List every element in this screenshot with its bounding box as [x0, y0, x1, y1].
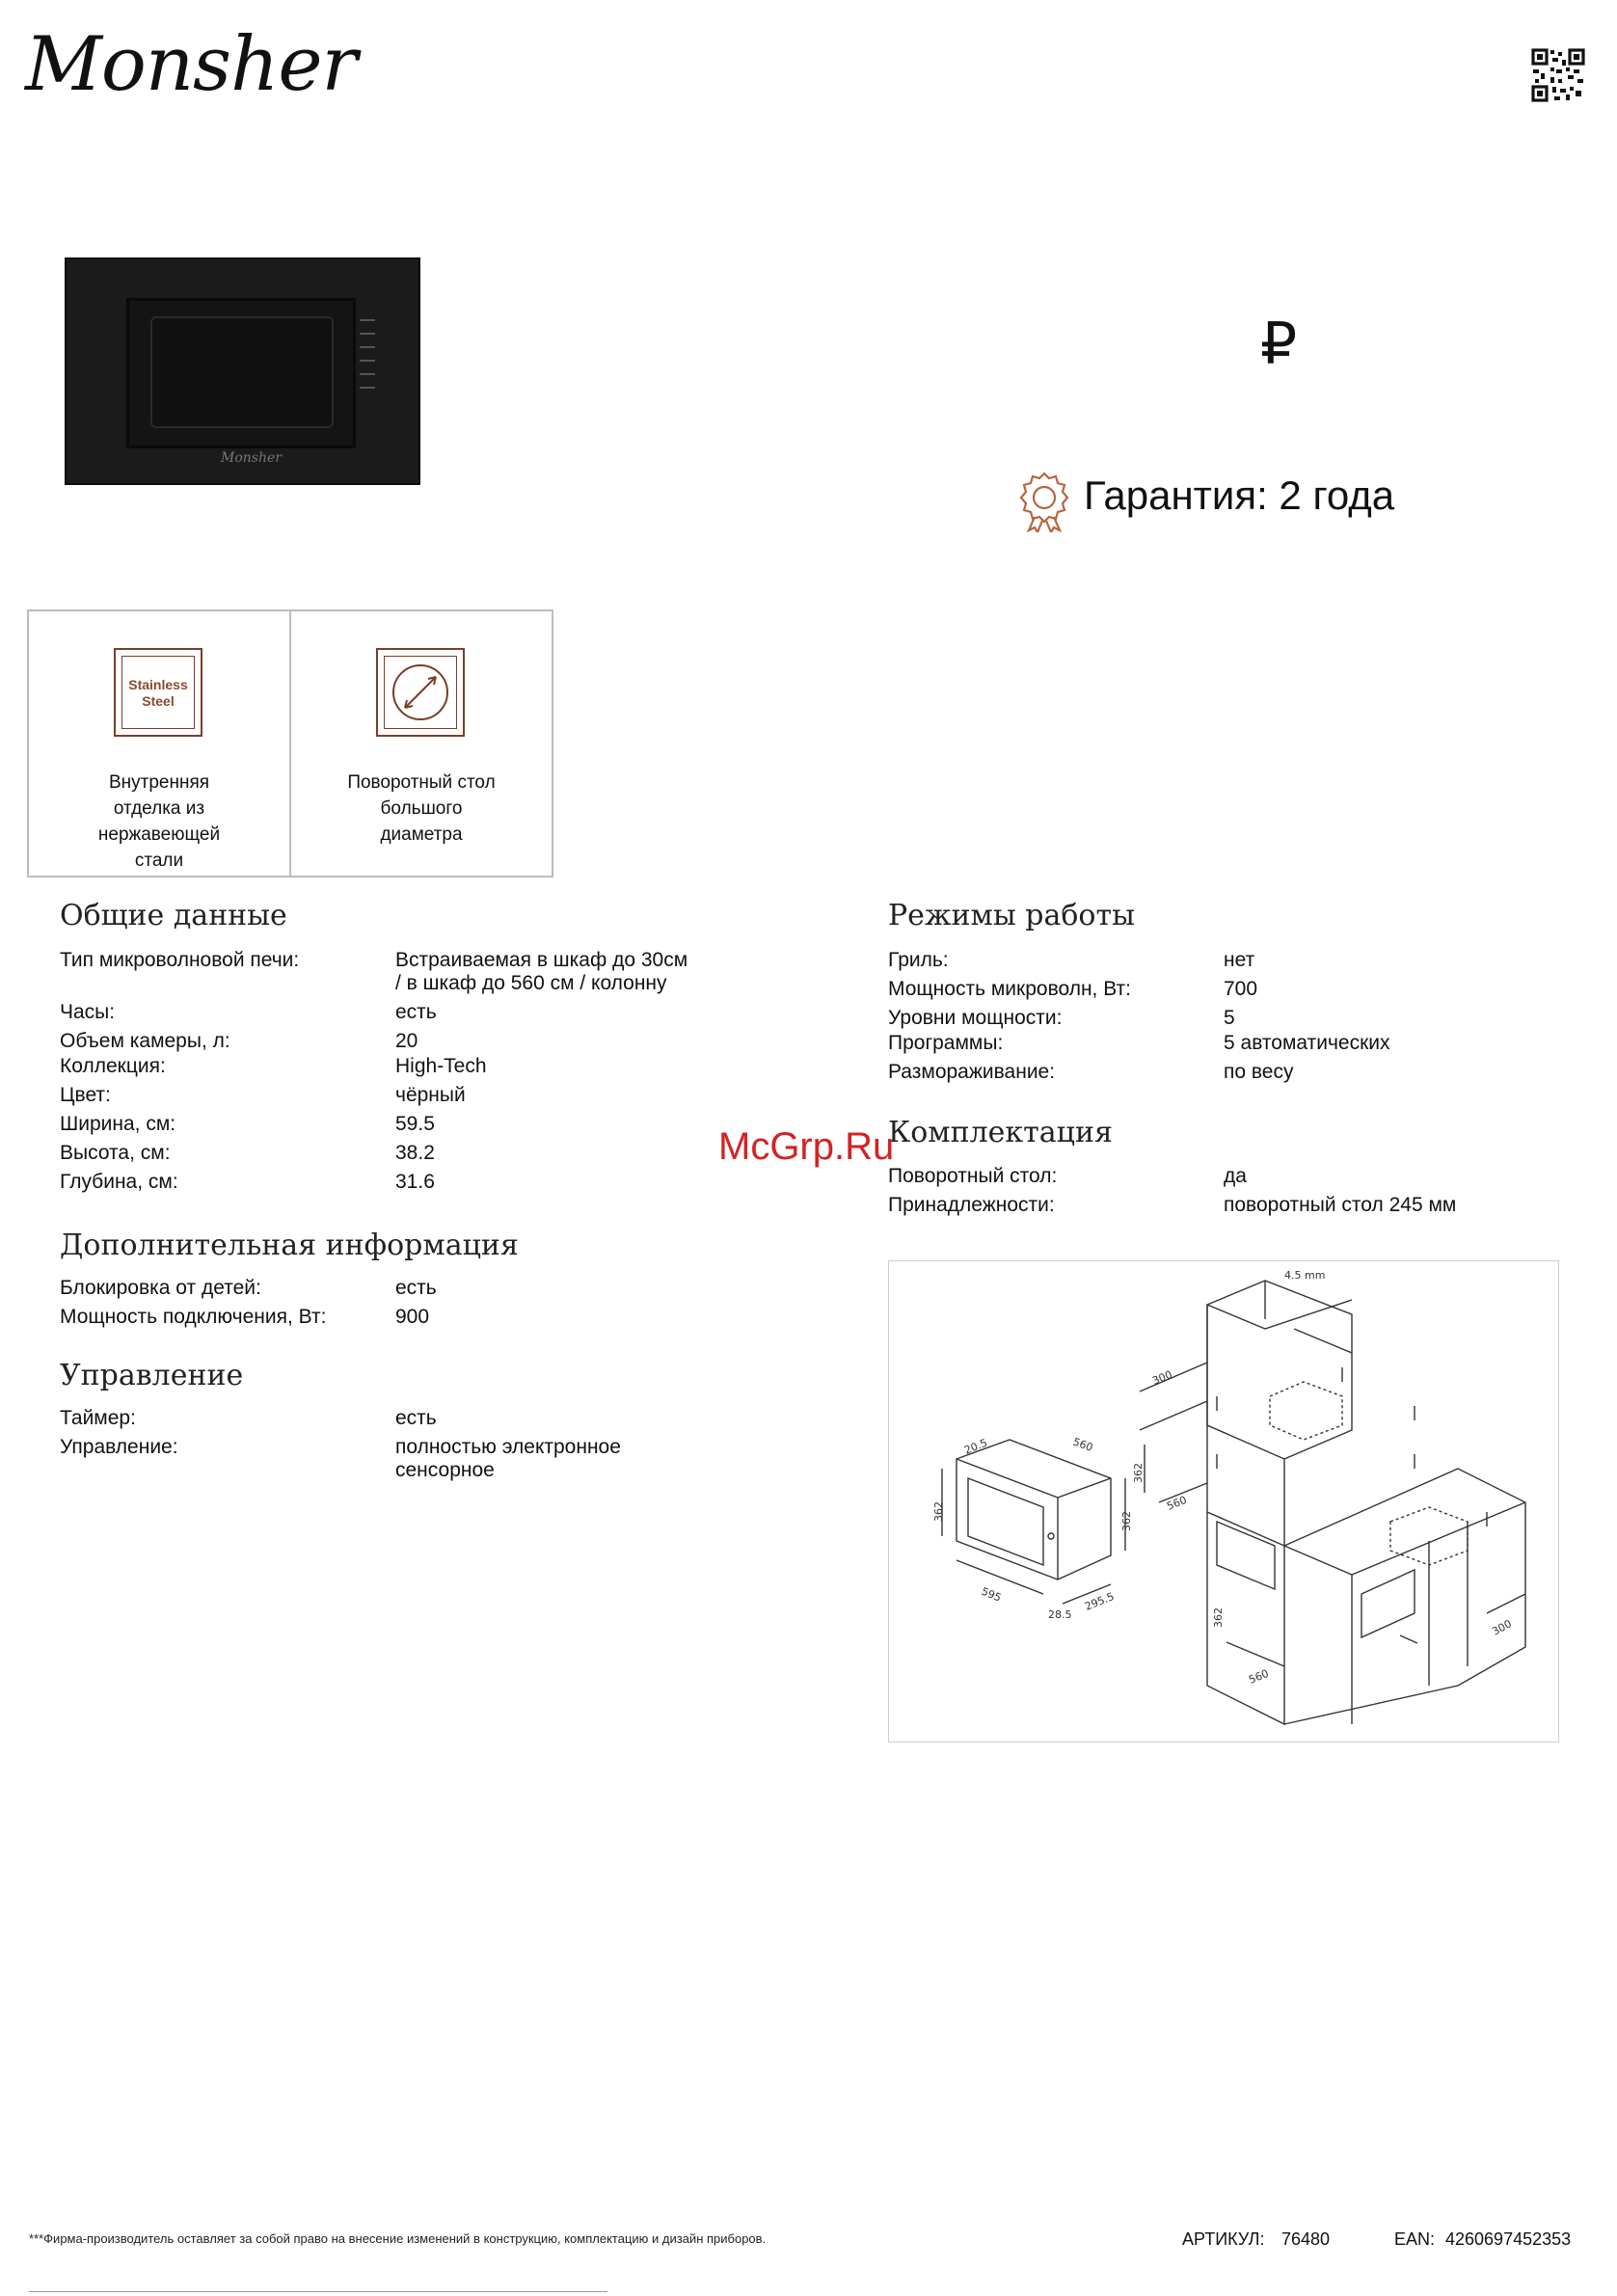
spec-key: Таймер:: [60, 1407, 136, 1429]
spec-value: Встраиваемая в шкаф до 30см: [395, 949, 688, 971]
spec-value: 20: [395, 1030, 418, 1052]
spec-value: по весу: [1224, 1061, 1294, 1083]
microwave-door: [126, 298, 356, 448]
spec-key: Блокировка от детей:: [60, 1277, 261, 1299]
qr-code-icon: [1531, 48, 1585, 102]
spec-value: / в шкаф до 560 см / колонну: [395, 972, 667, 994]
dimension-label: 362: [1132, 1463, 1145, 1483]
dimension-label: 4.5 mm: [1284, 1269, 1326, 1282]
spec-key: Гриль:: [888, 949, 949, 971]
dimension-label: 300: [1150, 1367, 1174, 1388]
dimension-label: 362: [1212, 1607, 1225, 1628]
feature-label: Поворотный стол большого диаметра: [347, 772, 496, 845]
spec-key: Глубина, см:: [60, 1171, 178, 1193]
section-title-extra: Дополнительная информация: [60, 1229, 519, 1262]
section-title-modes: Режимы работы: [888, 899, 1135, 932]
spec-value: да: [1224, 1165, 1247, 1187]
spec-value: есть: [395, 1407, 437, 1429]
spec-value: 31.6: [395, 1171, 435, 1193]
article-label: АРТИКУЛ:: [1182, 2229, 1265, 2249]
price-currency: ₽: [1260, 311, 1298, 378]
spec-key: Тип микроволновой печи:: [60, 949, 300, 971]
spec-value: есть: [395, 1001, 437, 1023]
spec-value: 38.2: [395, 1142, 435, 1164]
dimension-label: 362: [932, 1501, 945, 1522]
spec-key: Уровни мощности:: [888, 1007, 1063, 1029]
spec-value: поворотный стол 245 мм: [1224, 1194, 1457, 1216]
stainless-steel-icon: Stainless Steel: [114, 648, 202, 737]
turntable-diameter-icon: [376, 648, 465, 737]
section-title-kit: Комплектация: [888, 1116, 1113, 1149]
dimension-label: 595: [979, 1584, 1004, 1605]
product-brand-mark: Monsher: [221, 450, 282, 466]
feature-turntable: [289, 611, 552, 876]
dimension-label: 300: [1490, 1617, 1514, 1638]
control-panel: [348, 308, 387, 433]
spec-key: Коллекция:: [60, 1055, 166, 1077]
microwave-window: [150, 316, 334, 428]
spec-key: Высота, см:: [60, 1142, 171, 1164]
spec-value: 5 автоматических: [1224, 1032, 1390, 1054]
section-title-control: Управление: [60, 1359, 244, 1392]
spec-key: Управление:: [60, 1436, 178, 1458]
spec-value: 5: [1224, 1007, 1235, 1029]
dimension-label: 28.5: [1048, 1608, 1072, 1621]
warranty-badge-icon: [1017, 471, 1071, 532]
product-image: [65, 257, 420, 485]
dimension-label: 295.5: [1083, 1589, 1117, 1613]
spec-key: Мощность микроволн, Вт:: [888, 978, 1131, 1000]
watermark: McGrp.Ru: [718, 1125, 895, 1168]
dimension-label: 20.5: [962, 1436, 989, 1457]
spec-value: сенсорное: [395, 1459, 495, 1481]
spec-key: Принадлежности:: [888, 1194, 1055, 1216]
article-number: 76480: [1281, 2229, 1331, 2249]
section-title-general: Общие данные: [60, 899, 287, 932]
divider: [29, 2291, 607, 2292]
ean-number: 4260697452353: [1445, 2229, 1572, 2249]
spec-key: Часы:: [60, 1001, 116, 1023]
disclaimer: ***Фирма-производитель оставляет за собой право на внесение изменений в конструкцию, комплектацию и дизайн приборов.: [29, 2231, 767, 2246]
feature-boxes: [27, 609, 553, 878]
spec-key: Объем камеры, л:: [60, 1030, 230, 1052]
spec-key: Размораживание:: [888, 1061, 1056, 1083]
spec-value: 700: [1224, 978, 1258, 1000]
feature-stainless-steel: [29, 611, 289, 876]
spec-key: Ширина, см:: [60, 1113, 176, 1135]
spec-value: есть: [395, 1277, 437, 1299]
dimension-label: 362: [1120, 1511, 1133, 1531]
ean-label: EAN:: [1394, 2229, 1436, 2249]
dimension-label: 560: [1247, 1666, 1271, 1687]
spec-value: 900: [395, 1306, 430, 1328]
spec-key: Цвет:: [60, 1084, 111, 1106]
spec-value: нет: [1224, 949, 1255, 971]
spec-value: полностью электронное: [395, 1436, 621, 1458]
spec-key: Поворотный стол:: [888, 1165, 1058, 1187]
spec-key: Мощность подключения, Вт:: [60, 1306, 327, 1328]
spec-value: чёрный: [395, 1084, 466, 1106]
installation-drawing: [888, 1260, 1559, 1742]
dimension-label: 560: [1070, 1435, 1095, 1455]
feature-label: Внутренняя отделка из нержавеющей стали: [97, 772, 221, 871]
spec-value: 59.5: [395, 1113, 435, 1135]
spec-key: Программы:: [888, 1032, 1004, 1054]
warranty-text: Гарантия: 2 года: [1084, 473, 1395, 518]
spec-value: High-Tech: [395, 1055, 487, 1077]
dimension-label: 560: [1165, 1493, 1189, 1513]
brand-logo: Monsher: [25, 21, 357, 108]
